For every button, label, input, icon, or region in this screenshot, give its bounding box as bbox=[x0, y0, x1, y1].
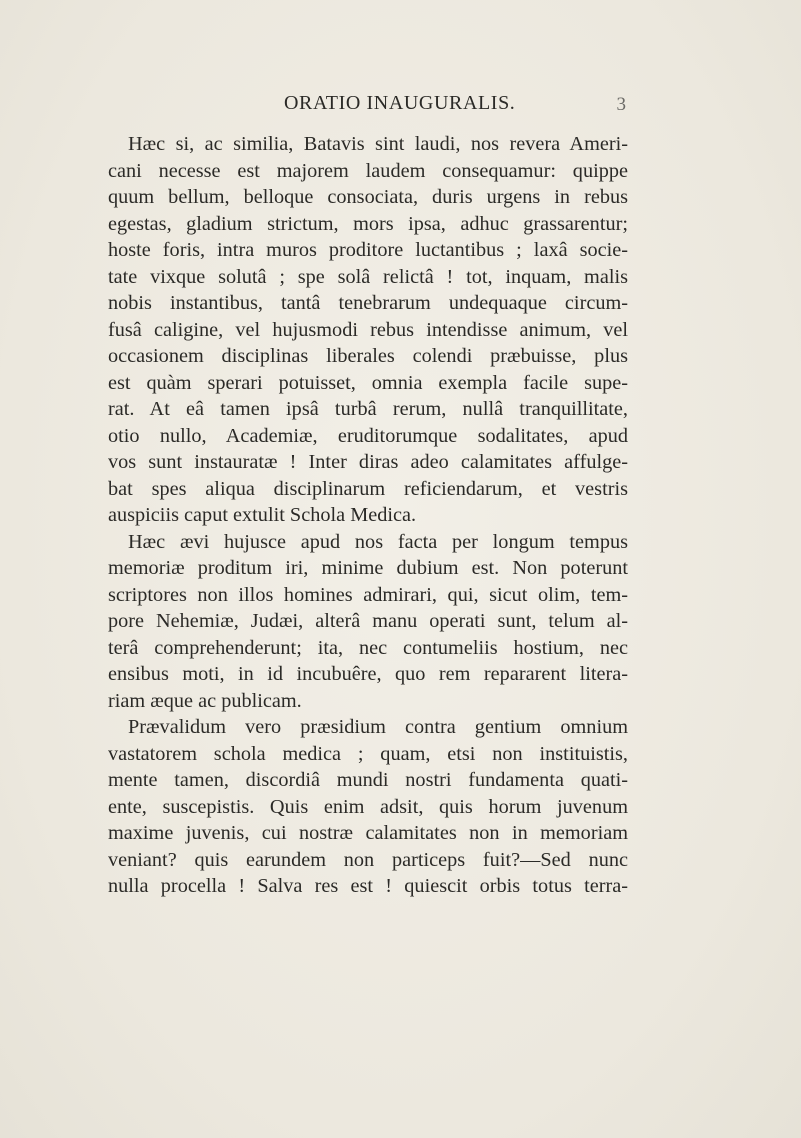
text-line: memoriæ proditum iri, minime dubium est. Non poterunt bbox=[108, 557, 628, 579]
text-line: ente, suscepistis. Quis enim adsit, quis horum juvenum bbox=[108, 795, 628, 818]
text-line: vos sunt instauratæ ! Inter diras adeo calamitates affulge- bbox=[108, 451, 628, 473]
text-line: est quàm sperari potuisset, omnia exempla facile supe- bbox=[108, 371, 628, 394]
text-line: maxime juvenis, cui nostræ calamitates non in memoriam bbox=[108, 822, 628, 844]
text-line: tate vixque solutâ ; spe solâ relictâ ! tot, inquam, malis bbox=[108, 265, 628, 288]
text-line: riam æque ac publicam. bbox=[108, 689, 302, 712]
text-line: nobis instantibus, tantâ tenebrarum undequaque circum- bbox=[108, 292, 628, 314]
text-line: veniant? quis earundem non particeps fuit?—Sed nunc bbox=[108, 848, 628, 871]
text-line: vastatorem schola medica ; quam, etsi non instituistis, bbox=[108, 742, 628, 765]
text-line: scriptores non illos homines admirari, qui, sicut olim, tem- bbox=[108, 583, 628, 606]
text-line: occasionem disciplinas liberales colendi præbuisse, plus bbox=[108, 345, 628, 367]
text-line: Hæc si, ac similia, Batavis sint laudi, nos revera Ameri- bbox=[128, 133, 628, 155]
text-line: egestas, gladium strictum, mors ipsa, adhuc grassarentur; bbox=[108, 212, 628, 235]
page-header bbox=[108, 92, 628, 118]
text-line: nulla procella ! Salva res est ! quiescit orbis totus terra- bbox=[108, 875, 628, 897]
text-line: fusâ caligine, vel hujusmodi rebus intendisse animum, vel bbox=[108, 318, 628, 341]
text-line: quum bellum, belloque consociata, duris urgens in rebus bbox=[108, 186, 628, 208]
text-line: cani necesse est majorem laudem consequamur: quippe bbox=[108, 159, 628, 182]
body-text bbox=[108, 131, 628, 900]
text-line: Hæc ævi hujusce apud nos facta per longum tempus bbox=[128, 530, 628, 553]
text-line: auspiciis caput extulit Schola Medica. bbox=[108, 504, 417, 526]
text-line: terâ comprehenderunt; ita, nec contumeliis hostium, nec bbox=[108, 636, 628, 659]
running-head: ORATIO INAUGURALIS. bbox=[284, 92, 516, 114]
text-line: ensibus moti, in id incubuêre, quo rem repararent litera- bbox=[108, 663, 628, 685]
text-line: bat spes aliqua disciplinarum reficiendarum, et vestris bbox=[108, 477, 628, 500]
text-line: hoste foris, intra muros proditore luctantibus ; laxâ socie- bbox=[108, 239, 628, 261]
text-line: Prævalidum vero præsidium contra gentium omnium bbox=[128, 716, 628, 738]
text-line: otio nullo, Academiæ, eruditorumque sodalitates, apud bbox=[108, 424, 628, 447]
text-line: pore Nehemiæ, Judæi, alterâ manu operati sunt, telum al- bbox=[108, 610, 628, 632]
text-line: rat. At eâ tamen ipsâ turbâ rerum, nullâ tranquillitate, bbox=[108, 398, 628, 420]
text-line: mente tamen, discordiâ mundi nostri fundamenta quati- bbox=[108, 769, 628, 791]
page-number: 3 bbox=[616, 94, 626, 115]
